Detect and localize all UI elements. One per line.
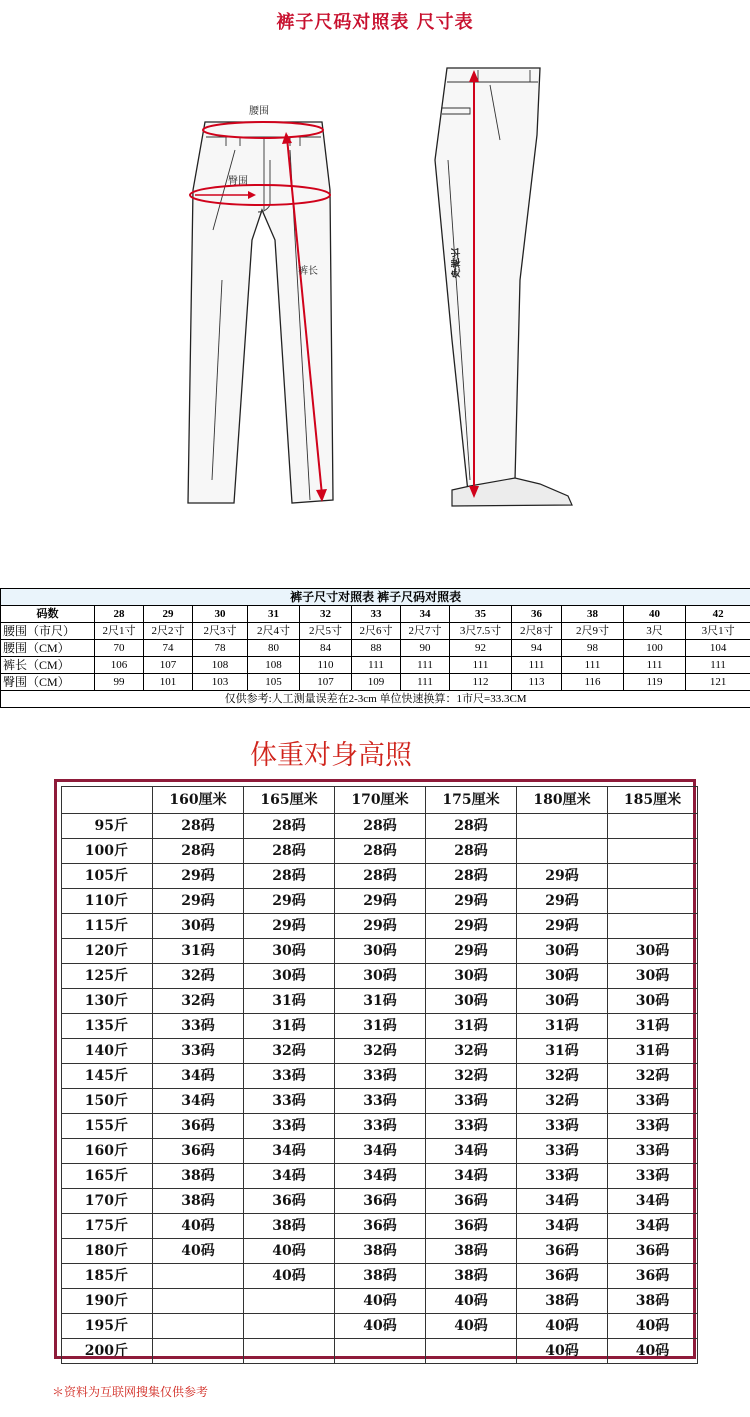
size-recommendation-cell: 29码: [335, 889, 426, 914]
size-recommendation-cell: [244, 1289, 335, 1314]
size-recommendation-cell: 31码: [335, 1014, 426, 1039]
size-recommendation-cell: 30码: [244, 939, 335, 964]
size-cell: 111: [512, 657, 562, 674]
size-recommendation-cell: 36码: [517, 1239, 608, 1264]
size-cell: 3尺7.5寸: [450, 623, 512, 640]
size-cell: 119: [624, 674, 686, 691]
size-recommendation-cell: 40码: [426, 1289, 517, 1314]
size-recommendation-cell: 32码: [153, 964, 244, 989]
size-recommendation-cell: 29码: [517, 914, 608, 939]
size-cell: 2尺6寸: [352, 623, 401, 640]
hip-label: 臀围: [228, 176, 248, 187]
weight-label: 140斤: [62, 1039, 153, 1064]
size-recommendation-cell: 40码: [153, 1214, 244, 1239]
weight-table-row: [62, 964, 698, 989]
weight-label: 190斤: [62, 1289, 153, 1314]
size-cell: 110: [300, 657, 352, 674]
size-cell: 92: [450, 640, 512, 657]
size-table-row: [1, 623, 750, 640]
size-recommendation-cell: 30码: [153, 914, 244, 939]
size-cell: 99: [95, 674, 144, 691]
weight-label: 125斤: [62, 964, 153, 989]
size-cell: 107: [144, 657, 193, 674]
size-recommendation-cell: 34码: [244, 1164, 335, 1189]
size-recommendation-cell: 31码: [244, 989, 335, 1014]
size-cell: 2尺1寸: [95, 623, 144, 640]
size-header-cell: 32: [300, 606, 352, 623]
size-cell: 70: [95, 640, 144, 657]
size-recommendation-cell: 33码: [244, 1064, 335, 1089]
weight-table-row: [62, 1089, 698, 1114]
size-cell: 107: [300, 674, 352, 691]
size-header-cell: 31: [248, 606, 300, 623]
size-recommendation-cell: 40码: [608, 1314, 698, 1339]
weight-label: 100斤: [62, 839, 153, 864]
size-recommendation-cell: 31码: [153, 939, 244, 964]
size-cell: 2尺3寸: [193, 623, 248, 640]
size-recommendation-cell: 29码: [153, 889, 244, 914]
size-recommendation-cell: 28码: [153, 814, 244, 839]
size-recommendation-cell: 30码: [608, 989, 698, 1014]
size-recommendation-cell: 33码: [517, 1114, 608, 1139]
weight-table-row: [62, 1014, 698, 1039]
size-recommendation-cell: [244, 1339, 335, 1364]
size-recommendation-cell: 32码: [517, 1089, 608, 1114]
weight-table-row: [62, 1164, 698, 1189]
weight-label: 150斤: [62, 1089, 153, 1114]
size-recommendation-cell: 33码: [244, 1089, 335, 1114]
size-recommendation-cell: [153, 1264, 244, 1289]
size-table-row: [1, 674, 750, 691]
size-cell: 90: [401, 640, 450, 657]
size-recommendation-cell: 29码: [335, 914, 426, 939]
size-row-label: 腰围（CM）: [1, 640, 95, 657]
weight-label: 130斤: [62, 989, 153, 1014]
size-cell: 108: [248, 657, 300, 674]
size-recommendation-cell: 36码: [426, 1214, 517, 1239]
size-cell: 2尺8寸: [512, 623, 562, 640]
size-recommendation-cell: 28码: [335, 839, 426, 864]
size-recommendation-cell: 28码: [426, 814, 517, 839]
size-cell: 111: [401, 657, 450, 674]
weight-label: 175斤: [62, 1214, 153, 1239]
size-row-label: 臀围（CM）: [1, 674, 95, 691]
weight-table-row: [62, 939, 698, 964]
size-header-cell: 29: [144, 606, 193, 623]
size-recommendation-cell: 32码: [426, 1039, 517, 1064]
weight-table-row: [62, 1039, 698, 1064]
size-recommendation-cell: 28码: [153, 839, 244, 864]
size-recommendation-cell: 31码: [335, 989, 426, 1014]
size-cell: 111: [401, 674, 450, 691]
size-header-cell: 30: [193, 606, 248, 623]
size-recommendation-cell: 36码: [335, 1214, 426, 1239]
size-header-row: [1, 606, 750, 623]
size-header-label: 码数: [1, 606, 95, 623]
weight-table-row: [62, 864, 698, 889]
size-cell: 2尺5寸: [300, 623, 352, 640]
weight-table-row: [62, 1289, 698, 1314]
size-recommendation-cell: 32码: [244, 1039, 335, 1064]
height-header-cell: 175厘米: [426, 787, 517, 814]
size-recommendation-cell: 36码: [426, 1189, 517, 1214]
size-recommendation-cell: 33码: [335, 1089, 426, 1114]
size-recommendation-cell: 31码: [517, 1014, 608, 1039]
size-header-cell: 28: [95, 606, 144, 623]
size-cell: 101: [144, 674, 193, 691]
size-recommendation-cell: 31码: [608, 1039, 698, 1064]
size-recommendation-cell: 40码: [426, 1314, 517, 1339]
pants-diagram: [0, 40, 750, 570]
size-recommendation-cell: 33码: [153, 1039, 244, 1064]
size-recommendation-cell: [608, 914, 698, 939]
size-recommendation-cell: 36码: [153, 1139, 244, 1164]
weight-label: 160斤: [62, 1139, 153, 1164]
size-cell: 112: [450, 674, 512, 691]
size-header-cell: 38: [562, 606, 624, 623]
size-cell: 2尺4寸: [248, 623, 300, 640]
pants-illustration: [0, 40, 750, 570]
size-cell: 74: [144, 640, 193, 657]
size-table-note: 仅供参考:人工测量误差在2-3cm 单位快速换算：1市尺=33.3CM: [1, 691, 750, 708]
size-recommendation-cell: [153, 1314, 244, 1339]
size-table-caption: 裤子尺寸对照表 裤子尺码对照表: [1, 589, 750, 606]
size-recommendation-cell: 34码: [335, 1164, 426, 1189]
size-recommendation-cell: 38码: [426, 1239, 517, 1264]
size-recommendation-cell: 38码: [153, 1189, 244, 1214]
weight-table-row: [62, 1314, 698, 1339]
weight-table-row: [62, 1139, 698, 1164]
weight-table-row: [62, 1264, 698, 1289]
size-chart-table: [0, 588, 750, 708]
size-recommendation-cell: 29码: [517, 889, 608, 914]
size-cell: 2尺7寸: [401, 623, 450, 640]
size-row-label: 裤长（CM）: [1, 657, 95, 674]
weight-header-row: [62, 787, 698, 814]
size-recommendation-cell: 36码: [335, 1189, 426, 1214]
size-recommendation-cell: 38码: [153, 1164, 244, 1189]
size-recommendation-cell: 29码: [244, 889, 335, 914]
weight-label: 110斤: [62, 889, 153, 914]
weight-table-row: [62, 1189, 698, 1214]
size-recommendation-cell: 36码: [608, 1264, 698, 1289]
size-recommendation-cell: 34码: [335, 1139, 426, 1164]
size-recommendation-cell: 31码: [244, 1014, 335, 1039]
size-recommendation-cell: 34码: [517, 1189, 608, 1214]
size-recommendation-cell: 38码: [426, 1264, 517, 1289]
size-recommendation-cell: 34码: [153, 1064, 244, 1089]
size-cell: 78: [193, 640, 248, 657]
weight-label: 145斤: [62, 1064, 153, 1089]
size-recommendation-cell: 29码: [244, 914, 335, 939]
size-recommendation-cell: 31码: [517, 1039, 608, 1064]
weight-label: 155斤: [62, 1114, 153, 1139]
weight-label: 170斤: [62, 1189, 153, 1214]
size-recommendation-cell: [608, 864, 698, 889]
size-recommendation-cell: 34码: [608, 1189, 698, 1214]
size-recommendation-cell: 28码: [244, 839, 335, 864]
size-recommendation-cell: 33码: [426, 1114, 517, 1139]
weight-table-row: [62, 1114, 698, 1139]
size-recommendation-cell: [608, 839, 698, 864]
weight-table-frame: [54, 779, 696, 1359]
size-header-cell: 36: [512, 606, 562, 623]
size-recommendation-cell: 30码: [608, 939, 698, 964]
size-cell: 109: [352, 674, 401, 691]
size-recommendation-cell: 36码: [153, 1114, 244, 1139]
size-recommendation-cell: 29码: [426, 914, 517, 939]
size-cell: 80: [248, 640, 300, 657]
size-recommendation-cell: 30码: [517, 939, 608, 964]
size-recommendation-cell: 30码: [608, 964, 698, 989]
size-recommendation-cell: 30码: [335, 964, 426, 989]
size-recommendation-cell: [608, 889, 698, 914]
length-label: 裤长: [298, 266, 318, 277]
size-table-row: [1, 640, 750, 657]
size-recommendation-cell: 28码: [244, 814, 335, 839]
size-recommendation-cell: 40码: [244, 1264, 335, 1289]
weight-table-row: [62, 1339, 698, 1364]
size-recommendation-cell: 32码: [335, 1039, 426, 1064]
size-cell: 84: [300, 640, 352, 657]
size-cell: 2尺2寸: [144, 623, 193, 640]
size-recommendation-cell: 28码: [335, 864, 426, 889]
weight-table-row: [62, 889, 698, 914]
size-recommendation-cell: 34码: [426, 1139, 517, 1164]
size-recommendation-cell: 40码: [517, 1339, 608, 1364]
size-recommendation-cell: 28码: [426, 839, 517, 864]
size-header-cell: 33: [352, 606, 401, 623]
weight-header-corner: [62, 787, 153, 814]
height-header-cell: 180厘米: [517, 787, 608, 814]
size-recommendation-cell: [517, 814, 608, 839]
size-cell: 111: [624, 657, 686, 674]
size-recommendation-cell: 34码: [426, 1164, 517, 1189]
weight-table-row: [62, 1064, 698, 1089]
size-recommendation-cell: 30码: [244, 964, 335, 989]
weight-label: 195斤: [62, 1314, 153, 1339]
weight-table-row: [62, 914, 698, 939]
height-header-cell: 165厘米: [244, 787, 335, 814]
size-cell: 106: [95, 657, 144, 674]
size-recommendation-cell: 30码: [517, 964, 608, 989]
weight-label: 95斤: [62, 814, 153, 839]
size-recommendation-cell: 34码: [244, 1139, 335, 1164]
size-recommendation-cell: 33码: [608, 1164, 698, 1189]
size-recommendation-cell: 30码: [335, 939, 426, 964]
size-recommendation-cell: [335, 1339, 426, 1364]
size-recommendation-cell: [608, 814, 698, 839]
weight-label: 105斤: [62, 864, 153, 889]
size-recommendation-cell: [153, 1289, 244, 1314]
size-recommendation-cell: 36码: [517, 1264, 608, 1289]
waist-label: 腰围: [249, 106, 269, 117]
size-recommendation-cell: 33码: [608, 1114, 698, 1139]
size-recommendation-cell: 40码: [608, 1339, 698, 1364]
size-recommendation-cell: 40码: [244, 1239, 335, 1264]
size-recommendation-cell: [426, 1339, 517, 1364]
size-table-row: [1, 657, 750, 674]
size-cell: 104: [686, 640, 750, 657]
size-cell: 98: [562, 640, 624, 657]
size-recommendation-cell: 30码: [426, 964, 517, 989]
weight-height-table: [61, 786, 698, 1364]
size-cell: 2尺9寸: [562, 623, 624, 640]
size-recommendation-cell: 33码: [335, 1064, 426, 1089]
size-recommendation-cell: 40码: [335, 1314, 426, 1339]
size-recommendation-cell: 32码: [426, 1064, 517, 1089]
size-recommendation-cell: 28码: [335, 814, 426, 839]
size-recommendation-cell: 40码: [517, 1314, 608, 1339]
weight-height-title: 体重对身高照: [250, 740, 412, 771]
size-recommendation-cell: 33码: [244, 1114, 335, 1139]
size-recommendation-cell: 38码: [335, 1239, 426, 1264]
weight-label: 120斤: [62, 939, 153, 964]
size-cell: 111: [352, 657, 401, 674]
size-cell: 100: [624, 640, 686, 657]
size-recommendation-cell: 28码: [426, 864, 517, 889]
size-recommendation-cell: 29码: [426, 889, 517, 914]
weight-table-row: [62, 1239, 698, 1264]
size-cell: 94: [512, 640, 562, 657]
size-header-cell: 34: [401, 606, 450, 623]
size-recommendation-cell: 40码: [335, 1289, 426, 1314]
weight-label: 115斤: [62, 914, 153, 939]
footer-note: ＊资料为互联网搜集仅供参考: [52, 1385, 209, 1399]
size-recommendation-cell: 38码: [517, 1289, 608, 1314]
size-recommendation-cell: 38码: [244, 1214, 335, 1239]
size-recommendation-cell: 33码: [608, 1139, 698, 1164]
page-title: 裤子尺码对照表 尺寸表: [276, 12, 474, 33]
net-length-label: 净裤长: [452, 248, 463, 278]
size-recommendation-cell: 38码: [335, 1264, 426, 1289]
size-cell: 108: [193, 657, 248, 674]
height-header-cell: 160厘米: [153, 787, 244, 814]
size-recommendation-cell: 34码: [153, 1089, 244, 1114]
weight-label: 165斤: [62, 1164, 153, 1189]
size-header-cell: 42: [686, 606, 750, 623]
size-recommendation-cell: 28码: [244, 864, 335, 889]
size-header-cell: 40: [624, 606, 686, 623]
size-recommendation-cell: 38码: [608, 1289, 698, 1314]
size-recommendation-cell: 33码: [517, 1139, 608, 1164]
size-recommendation-cell: [244, 1314, 335, 1339]
size-recommendation-cell: 33码: [608, 1089, 698, 1114]
size-cell: 103: [193, 674, 248, 691]
size-cell: 111: [686, 657, 750, 674]
height-header-cell: 170厘米: [335, 787, 426, 814]
size-cell: 121: [686, 674, 750, 691]
weight-table-row: [62, 989, 698, 1014]
size-recommendation-cell: 36码: [244, 1189, 335, 1214]
weight-label: 180斤: [62, 1239, 153, 1264]
size-cell: 116: [562, 674, 624, 691]
size-recommendation-cell: 33码: [517, 1164, 608, 1189]
size-recommendation-cell: 31码: [608, 1014, 698, 1039]
size-recommendation-cell: 32码: [153, 989, 244, 1014]
size-cell: 3尺1寸: [686, 623, 750, 640]
size-recommendation-cell: 32码: [517, 1064, 608, 1089]
weight-table-row: [62, 1214, 698, 1239]
size-recommendation-cell: 29码: [517, 864, 608, 889]
size-recommendation-cell: 40码: [153, 1239, 244, 1264]
size-cell: 113: [512, 674, 562, 691]
size-cell: 3尺: [624, 623, 686, 640]
weight-table-row: [62, 839, 698, 864]
size-recommendation-cell: 34码: [608, 1214, 698, 1239]
size-recommendation-cell: 31码: [426, 1014, 517, 1039]
size-row-label: 腰围（市尺）: [1, 623, 95, 640]
size-recommendation-cell: 33码: [335, 1114, 426, 1139]
size-recommendation-cell: 29码: [426, 939, 517, 964]
size-recommendation-cell: 33码: [153, 1014, 244, 1039]
size-recommendation-cell: 30码: [517, 989, 608, 1014]
size-header-cell: 35: [450, 606, 512, 623]
size-recommendation-cell: 36码: [608, 1239, 698, 1264]
height-header-cell: 185厘米: [608, 787, 698, 814]
size-cell: 111: [450, 657, 512, 674]
size-recommendation-cell: [153, 1339, 244, 1364]
size-recommendation-cell: [517, 839, 608, 864]
size-recommendation-cell: 33码: [426, 1089, 517, 1114]
size-recommendation-cell: 34码: [517, 1214, 608, 1239]
size-recommendation-cell: 29码: [153, 864, 244, 889]
weight-table-row: [62, 814, 698, 839]
size-cell: 88: [352, 640, 401, 657]
size-recommendation-cell: 30码: [426, 989, 517, 1014]
size-recommendation-cell: 32码: [608, 1064, 698, 1089]
weight-label: 185斤: [62, 1264, 153, 1289]
weight-label: 135斤: [62, 1014, 153, 1039]
size-cell: 111: [562, 657, 624, 674]
weight-label: 200斤: [62, 1339, 153, 1364]
size-cell: 105: [248, 674, 300, 691]
